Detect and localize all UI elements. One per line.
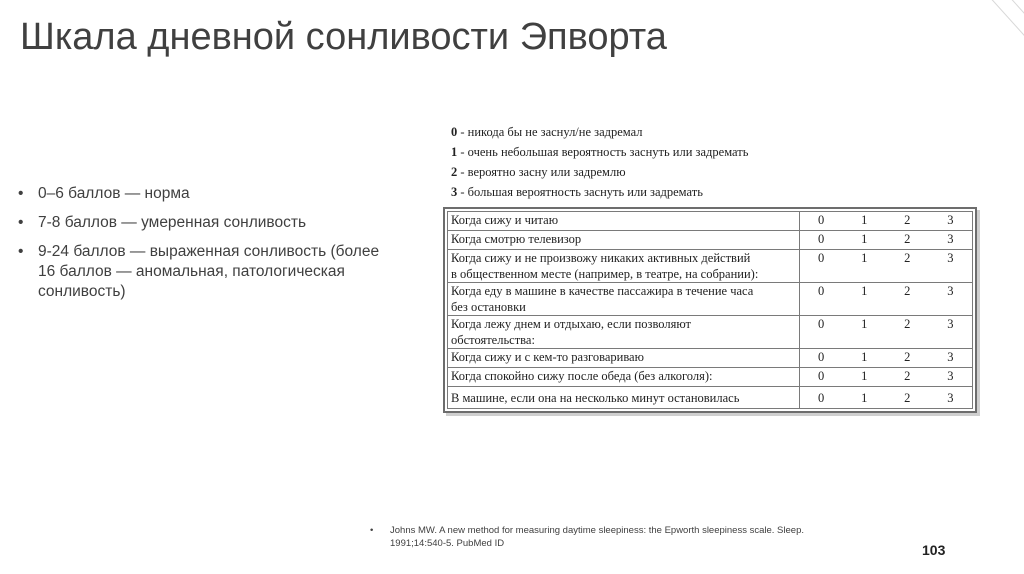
score-cell: 0	[799, 368, 843, 387]
epworth-table	[443, 207, 977, 413]
bullet-item	[18, 184, 412, 204]
score-cell: 2	[886, 283, 929, 316]
legend-item	[451, 182, 748, 202]
question-cell: Когда сижу и с кем-то разговариваю	[448, 349, 800, 368]
question-cell: В машине, если она на несколько минут остановилась	[448, 387, 800, 409]
bullet-text: 7-8 баллов — умеренная сонливость	[38, 214, 307, 231]
score-cell: 3	[929, 387, 973, 409]
legend-item	[451, 122, 748, 142]
score-cell: 2	[886, 387, 929, 409]
question-cell: Когда еду в машине в качестве пассажира в течение часа без остановки	[448, 283, 800, 316]
score-cell: 2	[886, 368, 929, 387]
legend-item	[451, 142, 748, 162]
score-cell: 0	[799, 250, 843, 283]
score-cell: 2	[886, 212, 929, 231]
bullet-item-continuation	[18, 282, 412, 302]
bullet-item-continuation	[18, 262, 412, 282]
score-cell: 0	[799, 212, 843, 231]
score-cell: 3	[929, 368, 973, 387]
score-cell: 3	[929, 212, 973, 231]
question-cell: Когда смотрю телевизор	[448, 231, 800, 250]
legend-text: - очень небольшая вероятность заснуть или задремать	[457, 145, 749, 159]
page-number: 103	[922, 542, 946, 558]
score-cell: 1	[843, 250, 886, 283]
bullet-icon: •	[18, 185, 24, 202]
reference-note	[370, 524, 820, 550]
score-cell: 0	[799, 283, 843, 316]
question-cell: Когда сижу и читаю	[448, 212, 800, 231]
question-cell: Когда сижу и не произвожу никаких активных действий в общественном месте (например, в театре, на собрании):	[448, 250, 800, 283]
score-cell: 1	[843, 368, 886, 387]
question-cell: Когда спокойно сижу после обеда (без алкоголя):	[448, 368, 800, 387]
table-row	[448, 349, 973, 368]
slide-title: Шкала дневной сонливости Эпворта	[20, 16, 667, 58]
score-cell: 2	[886, 349, 929, 368]
legend-item	[451, 162, 748, 182]
table-row	[448, 368, 973, 387]
score-cell: 2	[886, 316, 929, 349]
score-legend	[451, 122, 748, 202]
score-cell: 3	[929, 283, 973, 316]
legend-code: 0	[451, 125, 458, 139]
score-cell: 1	[843, 231, 886, 250]
score-cell: 1	[843, 349, 886, 368]
table-row	[448, 250, 973, 283]
bullet-text: 16 баллов — аномальная, патологическая	[38, 263, 345, 280]
score-cell: 3	[929, 231, 973, 250]
score-cell: 0	[799, 387, 843, 409]
bullet-text: 0–6 баллов — норма	[38, 185, 190, 202]
score-cell: 0	[799, 349, 843, 368]
bullet-item	[18, 213, 412, 233]
legend-text: - большая вероятность заснуть или задремать	[457, 185, 703, 199]
bullet-text: сонливость)	[38, 283, 126, 300]
score-cell: 1	[843, 387, 886, 409]
question-cell: Когда лежу днем и отдыхаю, если позволяют обстоятельства:	[448, 316, 800, 349]
score-cell: 1	[843, 212, 886, 231]
bullet-icon: •	[370, 525, 374, 536]
bullet-icon: •	[18, 214, 24, 231]
score-cell: 1	[843, 283, 886, 316]
reference-line: 1991;14:540-5. PubMed ID	[390, 538, 505, 549]
legend-code: 2	[451, 165, 458, 179]
legend-text: - вероятно засну или задремлю	[457, 165, 626, 179]
score-cell: 3	[929, 316, 973, 349]
score-cell: 0	[799, 316, 843, 349]
score-cell: 1	[843, 316, 886, 349]
bullet-text: 9-24 баллов — выраженная сонливость (более	[38, 243, 380, 260]
legend-code: 1	[451, 145, 458, 159]
score-cell: 2	[886, 231, 929, 250]
legend-code: 3	[451, 185, 458, 199]
table-row	[448, 283, 973, 316]
score-cell: 0	[799, 231, 843, 250]
score-cell: 3	[929, 349, 973, 368]
table-row	[448, 316, 973, 349]
score-cell: 2	[886, 250, 929, 283]
table-row	[448, 212, 973, 231]
legend-text: - никода бы не заснул/не задремал	[457, 125, 643, 139]
bullet-item	[18, 242, 412, 262]
table-row	[448, 231, 973, 250]
bullet-icon: •	[18, 243, 24, 260]
bullet-list	[18, 184, 412, 311]
table-row	[448, 387, 973, 409]
reference-line: Johns MW. A new method for measuring daytime sleepiness: the Epworth sleepiness scale. Sleep.	[390, 525, 804, 536]
score-cell: 3	[929, 250, 973, 283]
